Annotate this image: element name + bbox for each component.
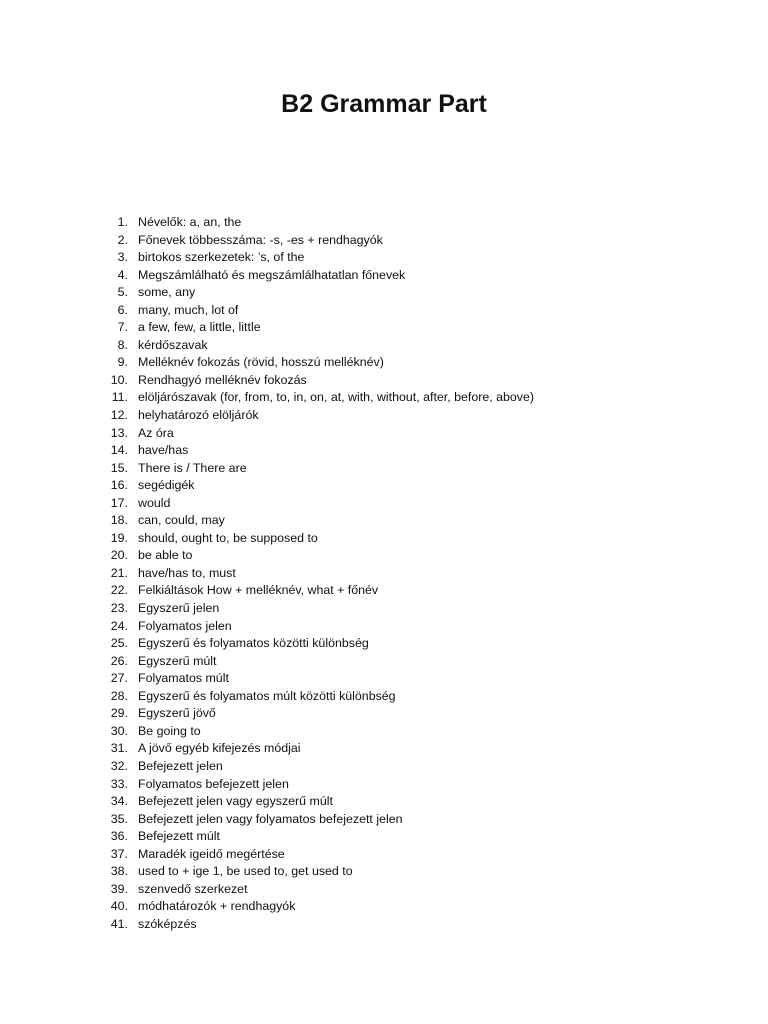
list-item-text: Befejezett múlt bbox=[138, 829, 220, 844]
list-item bbox=[100, 407, 740, 425]
list-item-number: 25. bbox=[110, 636, 128, 651]
list-item-text: Főnevek többesszáma: -s, -es + rendhagyók bbox=[138, 232, 383, 247]
list-item-text: many, much, lot of bbox=[138, 302, 239, 317]
list-item-text: Egyszerű jövő bbox=[138, 706, 216, 721]
list-item-text: Megszámlálható és megszámlálhatatlan főnevek bbox=[138, 267, 406, 282]
list-item-text: Befejezett jelen vagy folyamatos befejezett jelen bbox=[138, 811, 403, 826]
list-item-text: used to + ige 1, be used to, get used to bbox=[138, 864, 353, 879]
list-item-number: 26. bbox=[110, 653, 128, 668]
list-item bbox=[100, 565, 740, 583]
list-item bbox=[100, 302, 740, 320]
list-item-text: Be going to bbox=[138, 723, 201, 738]
list-item bbox=[100, 898, 740, 916]
list-item bbox=[100, 916, 740, 934]
list-item-number: 30. bbox=[110, 723, 128, 738]
list-item-number: 11. bbox=[111, 390, 128, 405]
list-item-text: Az óra bbox=[138, 425, 174, 440]
list-item bbox=[100, 653, 740, 671]
list-item-number: 17. bbox=[110, 495, 128, 510]
list-item bbox=[100, 811, 740, 829]
list-item bbox=[100, 249, 740, 267]
list-item bbox=[100, 284, 740, 302]
list-item bbox=[100, 846, 740, 864]
list-item-number: 16. bbox=[110, 478, 128, 493]
list-item-number: 13. bbox=[110, 425, 128, 440]
list-item bbox=[100, 354, 740, 372]
list-item-number: 5. bbox=[117, 285, 128, 300]
list-item bbox=[100, 460, 740, 478]
list-item bbox=[100, 267, 740, 285]
list-item-number: 28. bbox=[110, 688, 128, 703]
list-item-number: 10. bbox=[110, 372, 128, 387]
list-item bbox=[100, 530, 740, 548]
list-item-text: Folyamatos befejezett jelen bbox=[138, 776, 289, 791]
list-item-text: Rendhagyó melléknév fokozás bbox=[138, 372, 307, 387]
list-item-number: 31. bbox=[110, 741, 128, 756]
list-item-number: 40. bbox=[110, 899, 128, 914]
list-item bbox=[100, 758, 740, 776]
list-item-text: There is / There are bbox=[138, 460, 247, 475]
list-item bbox=[100, 477, 740, 495]
list-item-text: Egyszerű és folyamatos közötti különbség bbox=[138, 636, 369, 651]
list-item-text: Folyamatos jelen bbox=[138, 618, 232, 633]
list-item-text: Befejezett jelen vagy egyszerű múlt bbox=[138, 794, 333, 809]
list-item bbox=[100, 600, 740, 618]
list-item bbox=[100, 776, 740, 794]
list-item bbox=[100, 723, 740, 741]
list-item-text: Felkiáltások How + melléknév, what + főnév bbox=[138, 583, 379, 598]
list-item bbox=[100, 495, 740, 513]
list-item bbox=[100, 232, 740, 250]
list-item-number: 1. bbox=[117, 215, 128, 229]
list-item-text: kérdőszavak bbox=[138, 337, 208, 352]
list-item-number: 24. bbox=[110, 618, 128, 633]
list-item bbox=[100, 740, 740, 758]
list-item-number: 32. bbox=[110, 758, 128, 773]
topic-list bbox=[100, 214, 740, 933]
list-item-number: 19. bbox=[110, 530, 128, 545]
list-item-text: elöljárószavak (for, from, to, in, on, at, with, without, after, before, above) bbox=[138, 390, 535, 405]
list-item-number: 6. bbox=[117, 302, 128, 317]
list-item-text: Folyamatos múlt bbox=[138, 671, 229, 686]
list-item bbox=[100, 863, 740, 881]
list-item-text: have/has to, must bbox=[138, 565, 236, 580]
list-item bbox=[100, 582, 740, 600]
list-item bbox=[100, 635, 740, 653]
list-item-number: 4. bbox=[117, 267, 128, 282]
list-item bbox=[100, 670, 740, 688]
list-item-number: 29. bbox=[110, 706, 128, 721]
list-item-number: 23. bbox=[110, 601, 128, 616]
list-item-number: 27. bbox=[110, 671, 128, 686]
list-item-text: Befejezett jelen bbox=[138, 758, 223, 773]
list-item bbox=[100, 442, 740, 460]
list-item-text: segédigék bbox=[138, 478, 195, 493]
list-item-number: 34. bbox=[110, 794, 128, 809]
list-item-number: 41. bbox=[110, 916, 128, 931]
list-item-text: Maradék igeidő megértése bbox=[138, 846, 285, 861]
list-item bbox=[100, 547, 740, 565]
list-item-number: 38. bbox=[110, 864, 128, 879]
list-item bbox=[100, 618, 740, 636]
list-item-number: 22. bbox=[110, 583, 128, 598]
list-item-text: helyhatározó elöljárók bbox=[138, 408, 259, 423]
list-item-number: 33. bbox=[110, 776, 128, 791]
list-item-number: 3. bbox=[117, 250, 128, 265]
list-item bbox=[100, 425, 740, 443]
list-item-text: can, could, may bbox=[138, 513, 225, 528]
list-item-text: Névelők: a, an, the bbox=[138, 215, 242, 229]
list-item bbox=[100, 705, 740, 723]
list-item-number: 15. bbox=[110, 460, 128, 475]
list-item-number: 7. bbox=[117, 320, 128, 335]
list-item bbox=[100, 372, 740, 390]
list-item-number: 20. bbox=[110, 548, 128, 563]
list-item-text: have/has bbox=[138, 443, 189, 458]
list-item-number: 35. bbox=[110, 811, 128, 826]
list-item bbox=[100, 389, 740, 407]
list-item bbox=[100, 512, 740, 530]
list-item bbox=[100, 793, 740, 811]
list-item-text: birtokos szerkezetek: ’s, of the bbox=[138, 250, 305, 265]
list-item-number: 36. bbox=[110, 829, 128, 844]
list-item bbox=[100, 319, 740, 337]
list-item bbox=[100, 337, 740, 355]
list-item-text: would bbox=[138, 495, 171, 510]
list-item bbox=[100, 881, 740, 899]
list-item-number: 12. bbox=[110, 408, 128, 423]
list-item-number: 8. bbox=[117, 337, 128, 352]
list-item-text: some, any bbox=[138, 285, 196, 300]
list-item-number: 14. bbox=[110, 443, 128, 458]
list-item-number: 18. bbox=[110, 513, 128, 528]
list-item-text: Egyszerű múlt bbox=[138, 653, 217, 668]
list-item-text: be able to bbox=[138, 548, 193, 563]
list-item-number: 9. bbox=[117, 355, 128, 370]
list-item-text: A jövő egyéb kifejezés módjai bbox=[138, 741, 301, 756]
list-item bbox=[100, 688, 740, 706]
list-item-text: Melléknév fokozás (rövid, hosszú melléknév) bbox=[138, 355, 384, 370]
list-item bbox=[100, 828, 740, 846]
list-item-text: szóképzés bbox=[138, 916, 197, 931]
list-item-text: Egyszerű és folyamatos múlt közötti különbség bbox=[138, 688, 396, 703]
list-item-number: 2. bbox=[117, 232, 128, 247]
page-title: B2 Grammar Part bbox=[281, 90, 487, 118]
list-item-number: 21. bbox=[110, 565, 128, 580]
list-item-text: a few, few, a little, little bbox=[138, 320, 261, 335]
list-item-number: 39. bbox=[110, 881, 128, 896]
list-item-text: szenvedő szerkezet bbox=[138, 881, 248, 896]
list-item-number: 37. bbox=[110, 846, 128, 861]
list-item bbox=[100, 214, 740, 232]
list-item-text: módhatározók + rendhagyók bbox=[138, 899, 296, 914]
list-item-text: Egyszerű jelen bbox=[138, 601, 220, 616]
list-item-text: should, ought to, be supposed to bbox=[138, 530, 318, 545]
